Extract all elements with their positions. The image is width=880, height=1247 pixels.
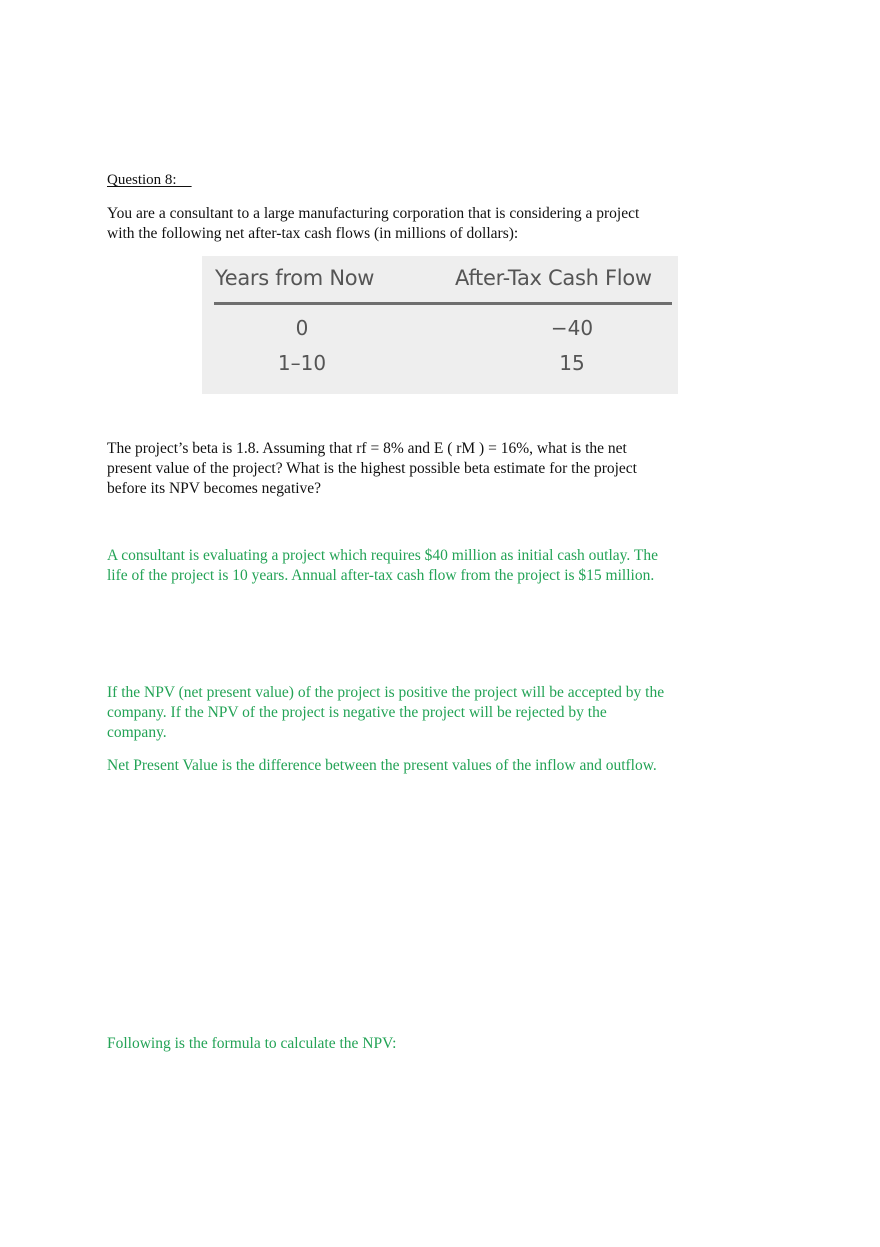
table-cell-cash-flow: 15 <box>559 351 585 375</box>
answer-paragraph-2: If the NPV (net present value) of the project is positive the project will be accepted by the company. If the NPV of the project is negative the project will be rejected by the company. <box>107 684 665 741</box>
answer-paragraph-1: A consultant is evaluating a project which requires $40 million as initial cash outlay. The life of the project is 10 years. Annual after-tax cash flow from the project is $15 million. <box>107 547 658 584</box>
cash-flow-table <box>202 256 678 394</box>
table-header-rule <box>214 302 672 305</box>
question-intro: You are a consultant to a large manufacturing corporation that is considering a project with the following net after-tax cash flows (in millions of dollars): <box>107 205 640 242</box>
table-cell-cash-flow: −40 <box>550 316 594 340</box>
table-cell-years: 0 <box>295 316 309 340</box>
table-cell-years: 1–10 <box>277 351 327 375</box>
table-header-cash-flow: After-Tax Cash Flow <box>455 266 652 290</box>
question-prompt: The project’s beta is 1.8. Assuming that rf = 8% and E ( rM ) = 16%, what is the net present value of the project? What is the highest possible beta estimate for the project before its NPV becomes negative? <box>107 440 637 497</box>
question-label: Question 8: <box>107 172 192 188</box>
answer-paragraph-3: Net Present Value is the difference between the present values of the inflow and outflow. <box>107 757 657 774</box>
table-header-years: Years from Now <box>215 266 375 290</box>
answer-paragraph-4: Following is the formula to calculate the NPV: <box>107 1035 397 1052</box>
